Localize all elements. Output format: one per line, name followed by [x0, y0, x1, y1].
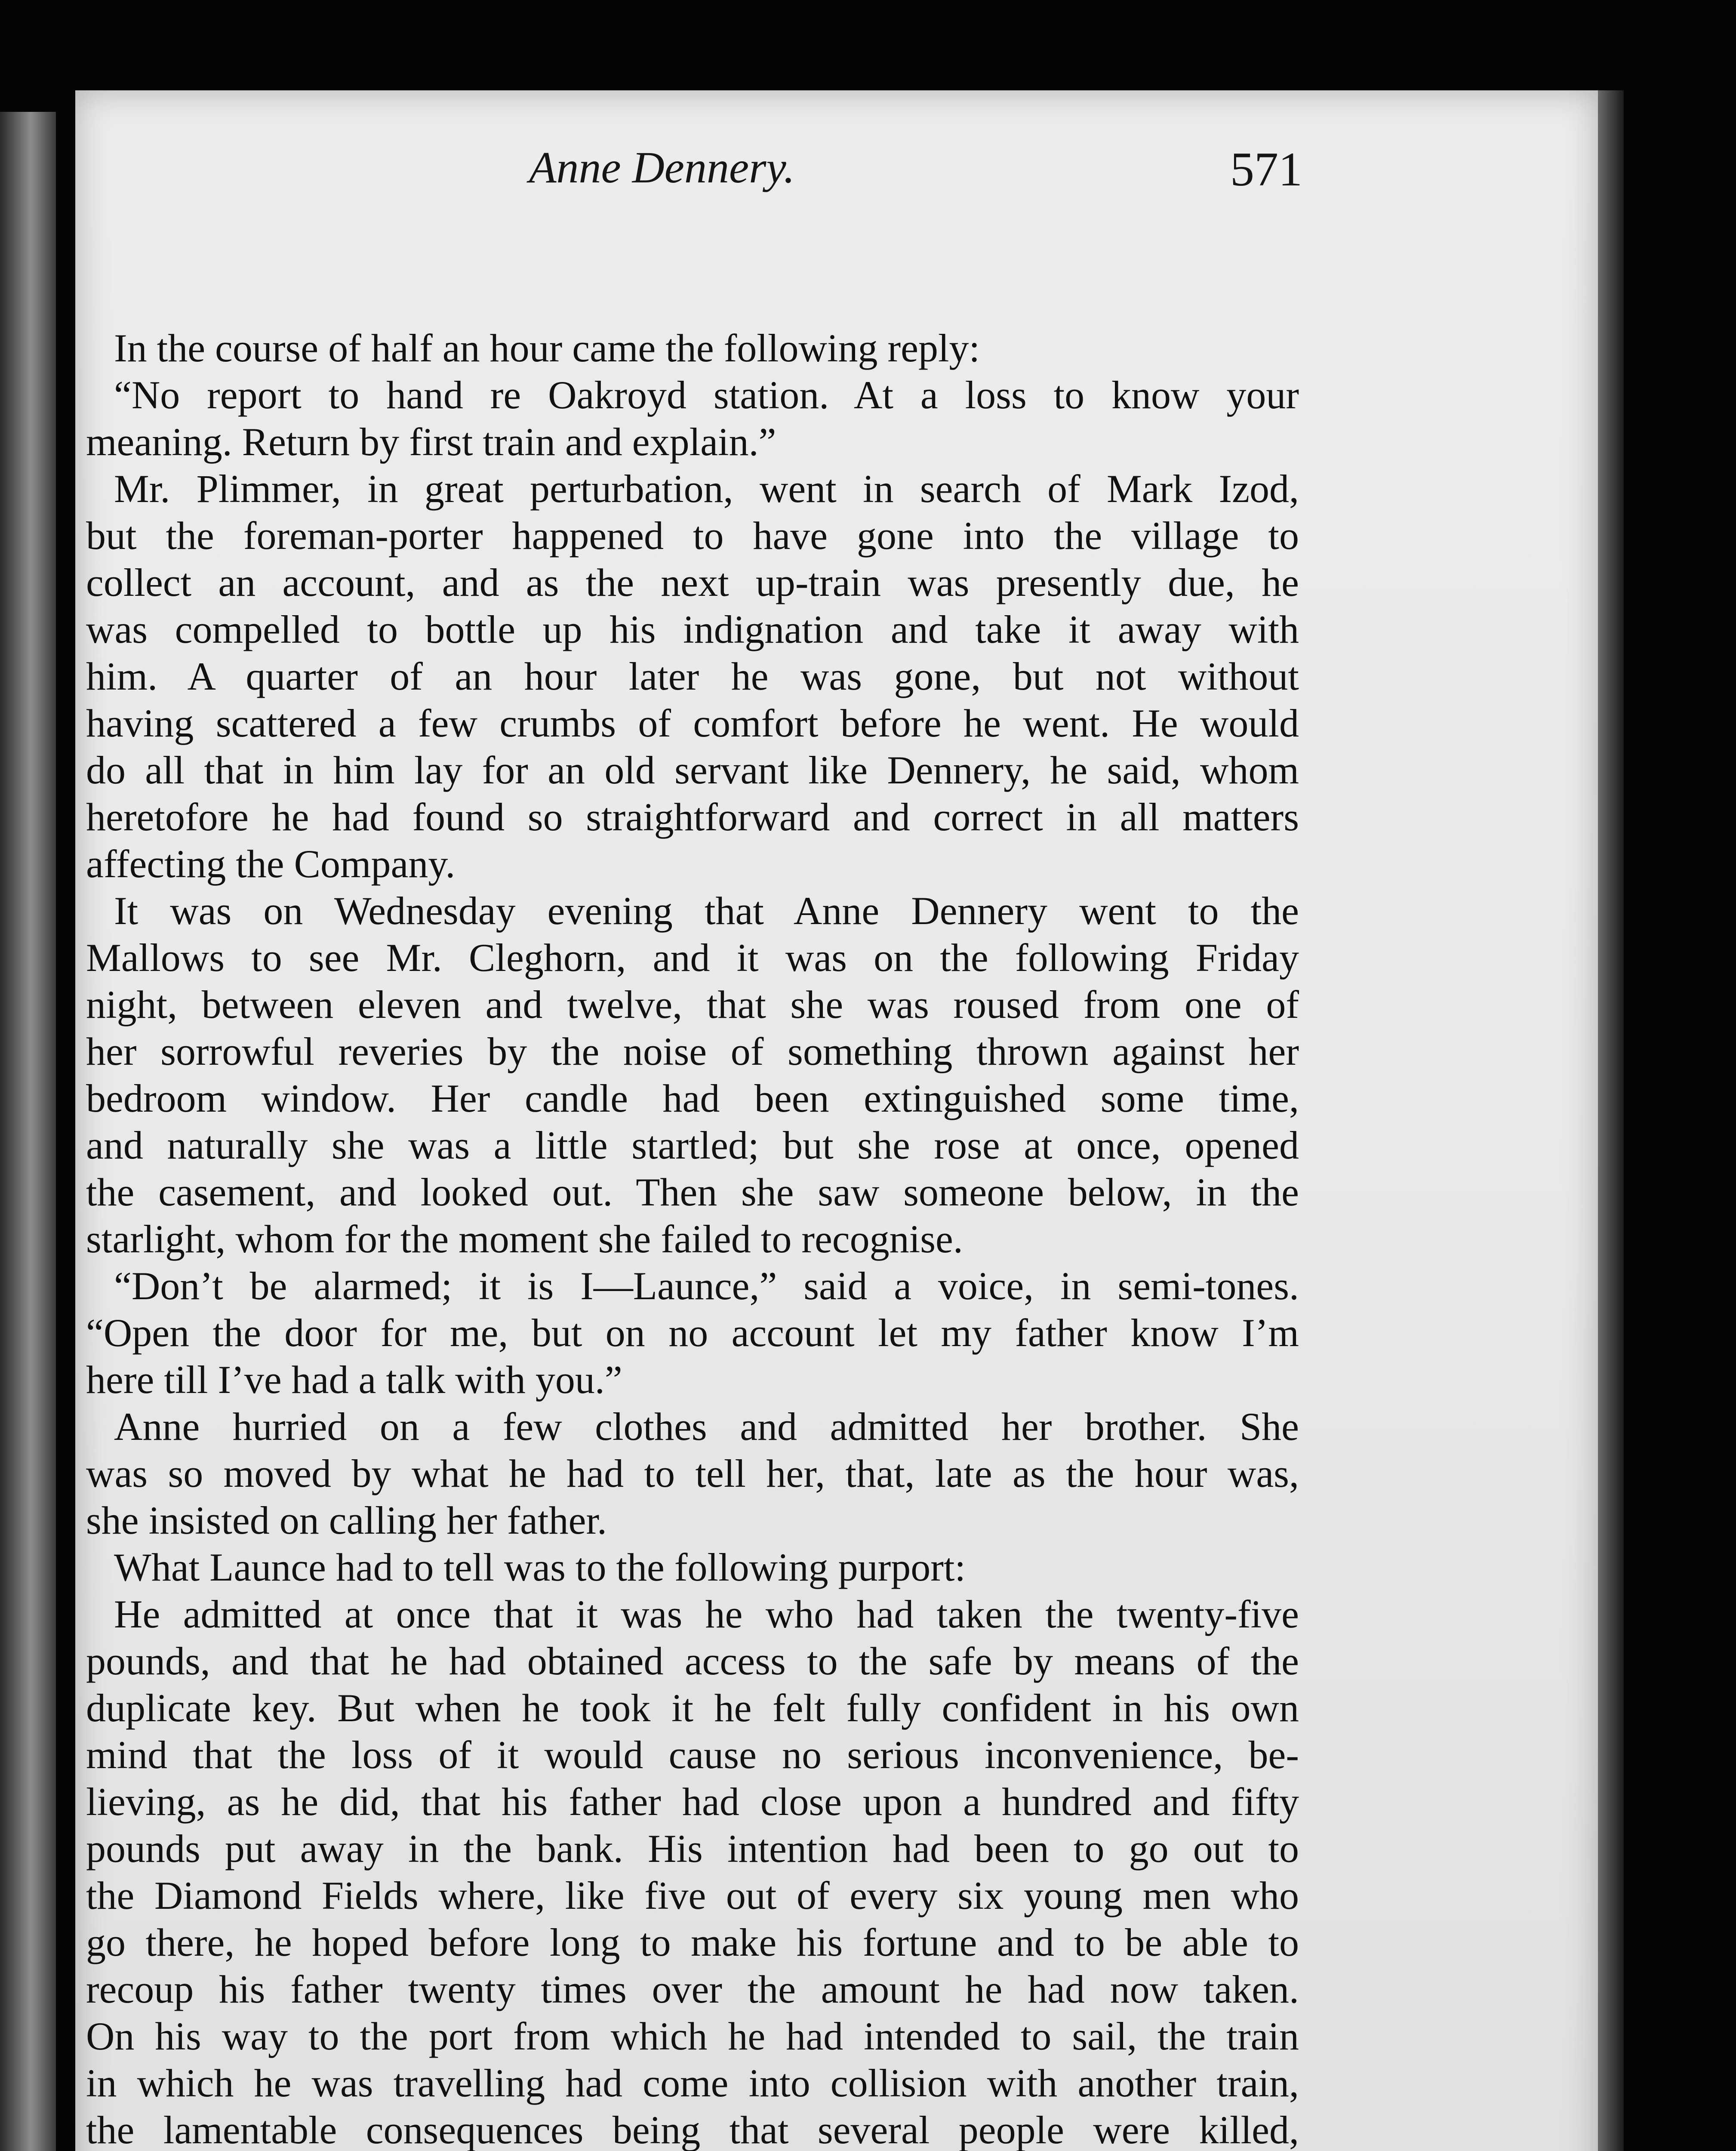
- text-line: “Open the door for me, but on no account let my father know I’m: [86, 1311, 1299, 1355]
- text-line: affecting the Company.: [86, 842, 456, 886]
- text-line: lieving, as he did, that his father had close upon a hundred and fifty: [86, 1780, 1299, 1824]
- text-line: but the foreman-porter happened to have gone into the village to: [86, 514, 1299, 558]
- text-line: It was on Wednesday evening that Anne Dennery went to the: [114, 889, 1299, 933]
- text-line: pounds put away in the bank. His intention had been to go out to: [86, 1827, 1299, 1871]
- text-line: In the course of half an hour came the following reply:: [114, 326, 980, 370]
- text-line: the casement, and looked out. Then she saw someone below, in the: [86, 1170, 1299, 1214]
- text-line: here till I’ve had a talk with you.”: [86, 1358, 622, 1402]
- text-line: “No report to hand re Oakroyd station. At a loss to know your: [114, 373, 1299, 417]
- text-line: mind that the loss of it would cause no serious inconvenience, be-: [86, 1733, 1299, 1777]
- text-line: What Launce had to tell was to the following purport:: [114, 1545, 966, 1589]
- text-line: was compelled to bottle up his indignation and take it away with: [86, 607, 1299, 651]
- text-line: Anne hurried on a few clothes and admitted her brother. She: [114, 1405, 1299, 1448]
- text-line: him. A quarter of an hour later he was gone, but not without: [86, 654, 1299, 698]
- text-line: was so moved by what he had to tell her, that, late as the hour was,: [86, 1451, 1299, 1495]
- page-number: 571: [1230, 143, 1302, 196]
- text-line: “Don’t be alarmed; it is I—Launce,” said a voice, in semi-tones.: [114, 1264, 1299, 1308]
- text-line: duplicate key. But when he took it he felt fully confident in his own: [86, 1686, 1299, 1730]
- text-line: On his way to the port from which he had intended to sail, the train: [86, 2014, 1299, 2058]
- running-title: Anne Dennery.: [529, 143, 795, 192]
- page-edge-shadow: [1598, 90, 1624, 2151]
- text-line: do all that in him lay for an old servant like Dennery, he said, whom: [86, 748, 1299, 792]
- text-line: her sorrowful reveries by the noise of something thrown against her: [86, 1029, 1299, 1073]
- text-line: He admitted at once that it was he who had taken the twenty-five: [114, 1592, 1299, 1636]
- body-text: [86, 325, 1299, 2151]
- text-line: Mr. Plimmer, in great perturbation, went in search of Mark Izod,: [114, 467, 1299, 511]
- text-line: meaning. Return by first train and explain.”: [86, 420, 776, 464]
- text-line: the lamentable consequences being that several people were killed,: [86, 2108, 1299, 2151]
- text-line: night, between eleven and twelve, that she was roused from one of: [86, 983, 1299, 1026]
- text-line: heretofore he had found so straightforward and correct in all matters: [86, 795, 1299, 839]
- text-line: Mallows to see Mr. Cleghorn, and it was on the following Friday: [86, 936, 1299, 980]
- text-line: in which he was travelling had come into collision with another train,: [86, 2061, 1299, 2105]
- text-line: having scattered a few crumbs of comfort before he went. He would: [86, 701, 1299, 745]
- text-line: pounds, and that he had obtained access to the safe by means of the: [86, 1639, 1299, 1683]
- text-line: recoup his father twenty times over the amount he had now taken.: [86, 1967, 1299, 2011]
- text-line: and naturally she was a little startled; but she rose at once, opened: [86, 1123, 1299, 1167]
- text-line: she insisted on calling her father.: [86, 1498, 607, 1542]
- text-line: collect an account, and as the next up-train was presently due, he: [86, 561, 1299, 604]
- text-line: bedroom window. Her candle had been extinguished some time,: [86, 1076, 1299, 1120]
- running-head: [0, 142, 1736, 211]
- facing-page-edge: [0, 112, 56, 2151]
- text-line: go there, he hoped before long to make his fortune and to be able to: [86, 1920, 1299, 1964]
- text-line: starlight, whom for the moment she failed to recognise.: [86, 1217, 963, 1261]
- text-line: the Diamond Fields where, like five out of every six young men who: [86, 1874, 1299, 1917]
